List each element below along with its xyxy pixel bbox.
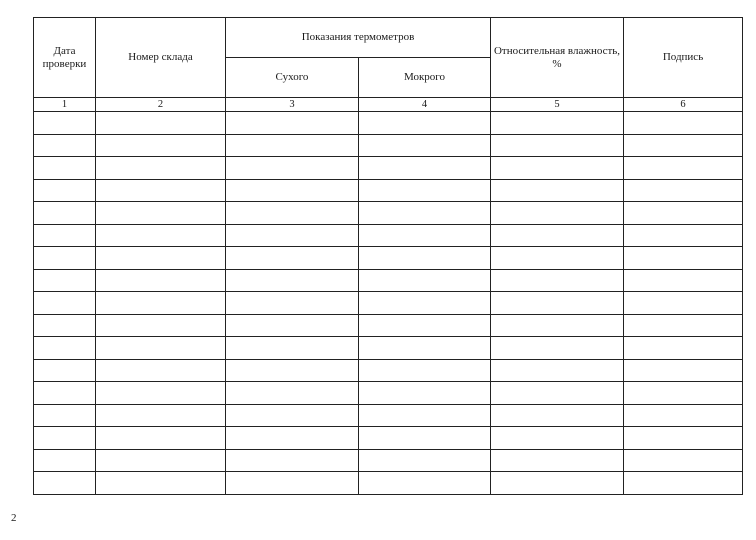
table-cell[interactable] <box>34 427 96 450</box>
table-cell[interactable] <box>96 202 226 225</box>
header-date: Дата проверки <box>34 18 96 98</box>
table-cell[interactable] <box>624 269 743 292</box>
table-cell[interactable] <box>624 112 743 135</box>
humidity-log-table <box>33 17 743 495</box>
header-humidity: Относительная влажность, % <box>491 18 624 98</box>
column-number: 2 <box>96 98 226 112</box>
table-row <box>34 449 743 472</box>
column-number: 1 <box>34 98 96 112</box>
table-row <box>34 224 743 247</box>
table-body <box>34 112 743 495</box>
table-cell[interactable] <box>624 224 743 247</box>
header-warehouse: Номер склада <box>96 18 226 98</box>
table-cell[interactable] <box>624 247 743 270</box>
table-cell[interactable] <box>491 472 624 495</box>
column-number: 3 <box>226 98 359 112</box>
table-row <box>34 314 743 337</box>
column-number-row <box>34 98 743 112</box>
table-row <box>34 382 743 405</box>
table-row <box>34 112 743 135</box>
table-cell[interactable] <box>359 224 491 247</box>
table-cell[interactable] <box>34 404 96 427</box>
column-number: 6 <box>624 98 743 112</box>
table-row <box>34 337 743 360</box>
header-wet: Мокрого <box>359 58 491 98</box>
table-cell[interactable] <box>34 382 96 405</box>
table-cell[interactable] <box>96 404 226 427</box>
header-row-top <box>34 18 743 58</box>
table-cell[interactable] <box>34 269 96 292</box>
table-cell[interactable] <box>491 157 624 180</box>
table-cell[interactable] <box>359 157 491 180</box>
table-cell[interactable] <box>624 202 743 225</box>
table-cell[interactable] <box>624 404 743 427</box>
table-cell[interactable] <box>624 427 743 450</box>
table-cell[interactable] <box>359 449 491 472</box>
table-cell[interactable] <box>34 314 96 337</box>
header-dry: Сухого <box>226 58 359 98</box>
table-cell[interactable] <box>359 382 491 405</box>
table-cell[interactable] <box>96 247 226 270</box>
table-cell[interactable] <box>96 472 226 495</box>
table-cell[interactable] <box>491 427 624 450</box>
table-cell[interactable] <box>491 202 624 225</box>
table-cell[interactable] <box>359 404 491 427</box>
table-cell[interactable] <box>34 472 96 495</box>
table-row <box>34 269 743 292</box>
table-cell[interactable] <box>96 449 226 472</box>
table-cell[interactable] <box>491 134 624 157</box>
table-cell[interactable] <box>96 157 226 180</box>
table-cell[interactable] <box>624 157 743 180</box>
table-cell[interactable] <box>624 359 743 382</box>
table-cell[interactable] <box>226 449 359 472</box>
table-cell[interactable] <box>491 112 624 135</box>
table-cell[interactable] <box>491 292 624 315</box>
table-cell[interactable] <box>359 292 491 315</box>
table-cell[interactable] <box>226 314 359 337</box>
table-cell[interactable] <box>34 359 96 382</box>
table-row <box>34 157 743 180</box>
table-cell[interactable] <box>491 247 624 270</box>
table-cell[interactable] <box>96 179 226 202</box>
table-cell[interactable] <box>359 247 491 270</box>
table-cell[interactable] <box>226 382 359 405</box>
table-cell[interactable] <box>34 337 96 360</box>
table-cell[interactable] <box>624 314 743 337</box>
table-cell[interactable] <box>96 134 226 157</box>
table-cell[interactable] <box>226 224 359 247</box>
table-cell[interactable] <box>624 292 743 315</box>
table-cell[interactable] <box>624 337 743 360</box>
table-cell[interactable] <box>96 382 226 405</box>
table-cell[interactable] <box>359 202 491 225</box>
header-signature: Подпись <box>624 18 743 98</box>
table-row <box>34 427 743 450</box>
table-cell[interactable] <box>624 382 743 405</box>
table-cell[interactable] <box>96 224 226 247</box>
column-number: 4 <box>359 98 491 112</box>
table-cell[interactable] <box>96 314 226 337</box>
table-cell[interactable] <box>359 179 491 202</box>
table-row <box>34 247 743 270</box>
table-row <box>34 179 743 202</box>
table-cell[interactable] <box>226 404 359 427</box>
table-cell[interactable] <box>359 359 491 382</box>
page-number: 2 <box>11 512 17 524</box>
table-cell[interactable] <box>491 449 624 472</box>
table-cell[interactable] <box>491 179 624 202</box>
table-cell[interactable] <box>491 404 624 427</box>
table-cell[interactable] <box>359 472 491 495</box>
column-number: 5 <box>491 98 624 112</box>
table-cell[interactable] <box>226 202 359 225</box>
table-cell[interactable] <box>226 292 359 315</box>
table-cell[interactable] <box>359 337 491 360</box>
table-cell[interactable] <box>491 337 624 360</box>
table-cell[interactable] <box>34 292 96 315</box>
table-row <box>34 472 743 495</box>
table-row <box>34 292 743 315</box>
table-cell[interactable] <box>359 427 491 450</box>
table-cell[interactable] <box>96 359 226 382</box>
table-cell[interactable] <box>226 472 359 495</box>
table-cell[interactable] <box>226 112 359 135</box>
table-cell[interactable] <box>491 314 624 337</box>
header-thermometers: Показания термометров <box>226 18 491 58</box>
table-cell[interactable] <box>359 269 491 292</box>
table-cell[interactable] <box>226 247 359 270</box>
table-cell[interactable] <box>34 224 96 247</box>
table-cell[interactable] <box>359 134 491 157</box>
table-cell[interactable] <box>226 269 359 292</box>
table-cell[interactable] <box>624 449 743 472</box>
table-cell[interactable] <box>34 449 96 472</box>
table-cell[interactable] <box>96 427 226 450</box>
table-cell[interactable] <box>624 179 743 202</box>
table-cell[interactable] <box>34 134 96 157</box>
table-cell[interactable] <box>226 427 359 450</box>
table-cell[interactable] <box>96 292 226 315</box>
table-cell[interactable] <box>491 359 624 382</box>
table-row <box>34 359 743 382</box>
table-row <box>34 202 743 225</box>
table-cell[interactable] <box>96 269 226 292</box>
table-cell[interactable] <box>226 337 359 360</box>
table-cell[interactable] <box>226 134 359 157</box>
table-row <box>34 134 743 157</box>
table-cell[interactable] <box>34 112 96 135</box>
table-cell[interactable] <box>226 157 359 180</box>
table-cell[interactable] <box>359 112 491 135</box>
table-cell[interactable] <box>96 337 226 360</box>
table-cell[interactable] <box>491 382 624 405</box>
table-cell[interactable] <box>491 269 624 292</box>
table-cell[interactable] <box>226 179 359 202</box>
table-cell[interactable] <box>34 179 96 202</box>
table-cell[interactable] <box>34 157 96 180</box>
table-cell[interactable] <box>96 112 226 135</box>
table-row <box>34 404 743 427</box>
table-cell[interactable] <box>624 472 743 495</box>
table-cell[interactable] <box>34 247 96 270</box>
table-cell[interactable] <box>624 134 743 157</box>
table-cell[interactable] <box>491 224 624 247</box>
table-cell[interactable] <box>226 359 359 382</box>
table-cell[interactable] <box>359 314 491 337</box>
table-cell[interactable] <box>34 202 96 225</box>
